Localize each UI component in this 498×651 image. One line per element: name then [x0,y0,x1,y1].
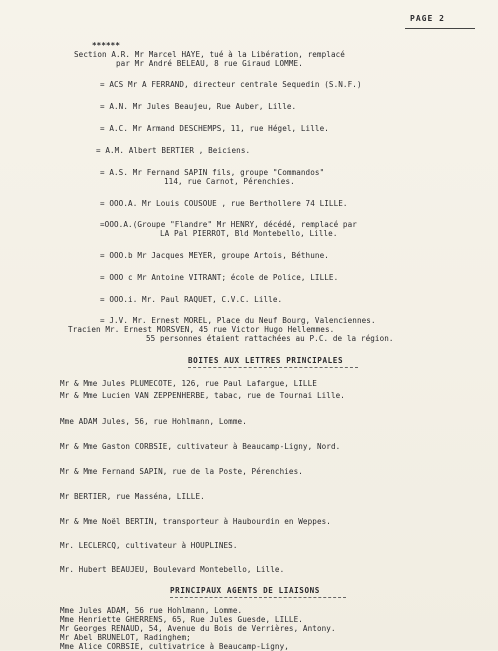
doc-line: Mr & Mme Noël BERTIN, transporteur à Haubourdin en Weppes. [60,517,331,526]
doc-line: = A.C. Mr Armand DESCHEMPS, 11, rue Hégel, Lille. [100,124,329,133]
doc-line: Mr Georges RENAUD, 54, Avenue du Bois de Verrières, Antony. [60,624,336,633]
doc-line: 55 personnes étaient rattachées au P.C. de la région. [146,334,394,343]
doc-line: = OOO c Mr Antoine VITRANT; école de Police, LILLE. [100,273,339,282]
section-heading-agents: PRINCIPAUX AGENTS DE LIAISONS [170,586,320,595]
doc-line: Mr. Hubert BEAUJEU, Boulevard Montebello, Lille. [60,565,285,574]
doc-line: = A.M. Albert BERTIER , Beiciens. [96,146,251,155]
heading-underline [188,367,358,368]
doc-line: = A.S. Mr Fernand SAPIN fils, groupe "Commandos" [100,168,325,177]
doc-line: = A.N. Mr Jules Beaujeu, Rue Auber, Lille. [100,102,297,111]
doc-line: = J.V. Mr. Ernest MOREL, Place du Neuf Bourg, Valenciennes. [100,316,376,325]
doc-line: = OOO.A. Mr Louis COUSOUE , rue Berthollere 74 LILLE. [100,199,348,208]
doc-line: par Mr André BELEAU, 8 rue Giraud LOMME. [116,59,303,68]
doc-line: = OOO.i. Mr. Paul RAQUET, C.V.C. Lille. [100,295,283,304]
doc-line: Section A.R. Mr Marcel HAYE, tué à la Libération, remplacé [74,50,345,59]
page-number: PAGE 2 [410,14,445,23]
doc-line: Mr & Mme Jules PLUMECOTE, 126, rue Paul Lafargue, LILLE [60,379,317,388]
doc-line: Mr & Mme Gaston CORBSIE, cultivateur à Beaucamp-Ligny, Nord. [60,442,341,451]
doc-line: = OOO.b Mr Jacques MEYER, groupe Artois, Béthune. [100,251,329,260]
doc-line: Mme Jules ADAM, 56 rue Hohlmann, Lomme. [60,606,243,615]
stars-marker: ****** [92,41,121,50]
page-number-underline [405,28,475,29]
doc-line: Mr & Mme Lucien VAN ZEPPENHERBE, tabac, rue de Tournai Lille. [60,391,345,400]
heading-underline [170,597,346,598]
doc-line: Mr Abel BRUNELOT, Radinghem; [60,633,191,642]
doc-line: Mme ADAM Jules, 56, rue Hohlmann, Lomme. [60,417,247,426]
doc-line: Mr & Mme Fernand SAPIN, rue de la Poste, Pérenchies. [60,467,303,476]
doc-line: Tracien Mr. Ernest MORSVEN, 45 rue Victor Hugo Hellemmes. [68,325,335,334]
doc-line: Mme Henriette GHERRENS, 65, Rue Jules Guesde, LILLE. [60,615,303,624]
doc-line: 114, rue Carnot, Pérenchies. [164,177,295,186]
doc-line: =OOO.A.(Groupe "Flandre" Mr HENRY, décédé, remplacé par [100,220,357,229]
section-heading-mailboxes: BOITES AUX LETTRES PRINCIPALES [188,356,344,365]
doc-line: LA Pal PIERROT, Bld Montebello, Lille. [160,229,338,238]
doc-line: Mme Alice CORBSIE, cultivatrice à Beaucamp-Ligny, [60,642,289,651]
doc-line: = ACS Mr A FERRAND, directeur centrale Sequedin (S.N.F.) [100,80,362,89]
doc-line: Mr. LECLERCQ, cultivateur à HOUPLINES. [60,541,238,550]
doc-line: Mr BERTIER, rue Masséna, LILLE. [60,492,205,501]
